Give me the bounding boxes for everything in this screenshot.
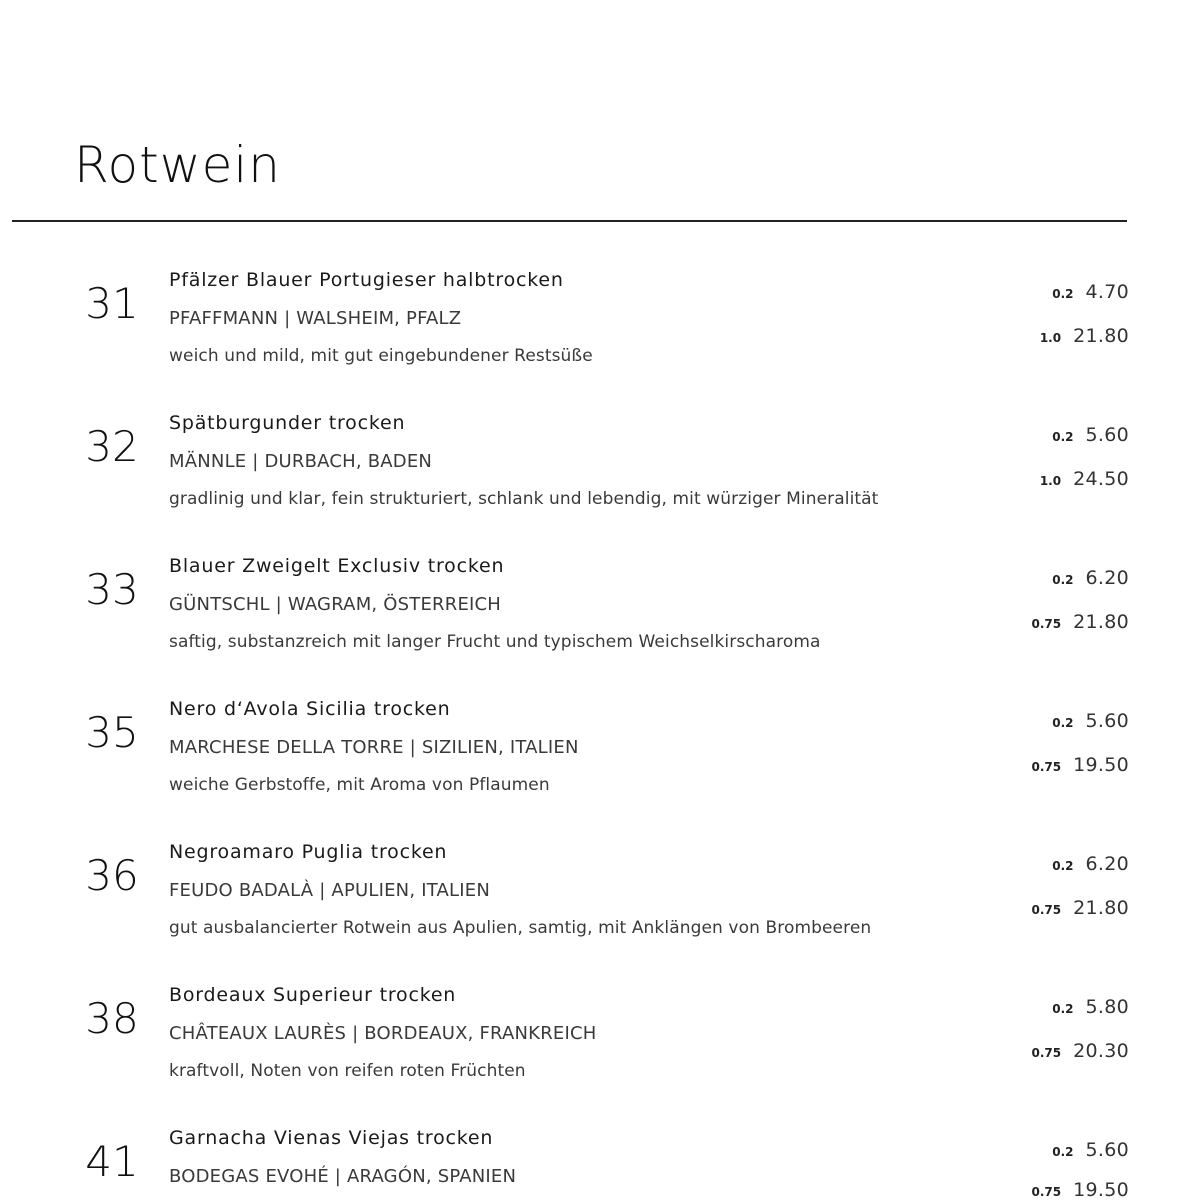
price-value: 21.80 — [1073, 897, 1129, 919]
wine-producer: CHÂTEAUX LAURÈS | BORDEAUX, FRANKREICH — [169, 1023, 597, 1044]
price-value: 21.80 — [1073, 611, 1129, 633]
wine-item — [0, 984, 1200, 1136]
wine-description: weiche Gerbstoffe, mit Aroma von Pflaumen — [169, 775, 550, 795]
price-size: 0.2 — [1052, 859, 1074, 873]
price-row — [1031, 1179, 1129, 1201]
wine-item — [0, 555, 1200, 707]
wine-number: 36 — [85, 851, 139, 900]
wine-description: gradlinig und klar, fein strukturiert, schlank und lebendig, mit würziger Mineralität — [169, 489, 879, 509]
price-value: 5.60 — [1085, 710, 1129, 732]
wine-name: Pfälzer Blauer Portugieser halbtrocken — [169, 269, 564, 291]
wine-producer: MARCHESE DELLA TORRE | SIZILIEN, ITALIEN — [169, 737, 579, 758]
wine-number: 31 — [85, 279, 139, 328]
price-size: 1.0 — [1039, 474, 1062, 488]
wine-description: saftig, substanzreich mit langer Frucht und typischem Weichselkirscharoma — [169, 632, 821, 652]
price-size: 0.2 — [1052, 1145, 1074, 1159]
price-size: 0.2 — [1052, 287, 1074, 301]
price-size: 0.2 — [1052, 430, 1074, 444]
wine-description: kraftvoll, Noten von reifen roten Früchten — [169, 1061, 526, 1081]
wine-name: Negroamaro Puglia trocken — [169, 841, 448, 863]
wine-item — [0, 412, 1200, 564]
price-row — [1031, 611, 1129, 633]
price-size: 0.75 — [1031, 617, 1062, 631]
wine-item — [0, 841, 1200, 993]
price-value: 5.60 — [1085, 424, 1129, 446]
price-value: 21.80 — [1073, 325, 1129, 347]
price-value: 24.50 — [1073, 468, 1129, 490]
wine-number: 33 — [85, 565, 139, 614]
price-value: 5.60 — [1085, 1139, 1129, 1161]
price-row — [1052, 567, 1129, 589]
price-row — [1031, 1040, 1129, 1062]
price-value: 19.50 — [1073, 754, 1129, 776]
price-value: 4.70 — [1085, 281, 1129, 303]
price-row — [1052, 853, 1129, 875]
title-divider — [12, 220, 1127, 222]
wine-name: Spätburgunder trocken — [169, 412, 406, 434]
wine-producer: BODEGAS EVOHÉ | ARAGÓN, SPANIEN — [169, 1166, 517, 1187]
wine-number: 32 — [85, 422, 139, 471]
page-title: Rotwein — [74, 136, 281, 194]
wine-name: Nero d‘Avola Sicilia trocken — [169, 698, 451, 720]
price-size: 1.0 — [1039, 331, 1062, 345]
price-size: 0.75 — [1031, 760, 1062, 774]
price-value: 19.50 — [1073, 1179, 1129, 1201]
wine-name: Garnacha Vienas Viejas trocken — [169, 1127, 494, 1149]
price-row — [1052, 710, 1129, 732]
price-value: 6.20 — [1085, 567, 1129, 589]
wine-producer: FEUDO BADALÀ | APULIEN, ITALIEN — [169, 880, 490, 901]
wine-item — [0, 1127, 1200, 1201]
price-value: 5.80 — [1085, 996, 1129, 1018]
wine-description: weich und mild, mit gut eingebundener Restsüße — [169, 346, 593, 366]
price-row — [1052, 281, 1129, 303]
wine-number: 38 — [85, 994, 139, 1043]
price-size: 0.2 — [1052, 573, 1074, 587]
wine-item — [0, 698, 1200, 850]
price-size: 0.75 — [1031, 1046, 1062, 1060]
wine-description: gut ausbalancierter Rotwein aus Apulien, samtig, mit Anklängen von Brombeeren — [169, 918, 872, 938]
price-row — [1040, 325, 1129, 347]
price-size: 0.2 — [1052, 716, 1074, 730]
wine-item — [0, 269, 1200, 421]
price-row — [1031, 897, 1129, 919]
wine-producer: PFAFFMANN | WALSHEIM, PFALZ — [169, 308, 462, 329]
price-size: 0.75 — [1031, 1185, 1062, 1199]
price-row — [1052, 424, 1129, 446]
wine-name: Blauer Zweigelt Exclusiv trocken — [169, 555, 505, 577]
price-size: 0.75 — [1031, 903, 1062, 917]
price-row — [1040, 468, 1129, 490]
price-row — [1052, 1139, 1129, 1161]
wine-producer: GÜNTSCHL | WAGRAM, ÖSTERREICH — [169, 594, 502, 615]
price-row — [1052, 996, 1129, 1018]
wine-number: 35 — [85, 708, 139, 757]
price-size: 0.2 — [1052, 1002, 1074, 1016]
wine-producer: MÄNNLE | DURBACH, BADEN — [169, 451, 433, 472]
price-value: 20.30 — [1073, 1040, 1129, 1062]
wine-number: 41 — [85, 1137, 139, 1186]
wine-name: Bordeaux Superieur trocken — [169, 984, 457, 1006]
price-row — [1031, 754, 1129, 776]
price-value: 6.20 — [1085, 853, 1129, 875]
